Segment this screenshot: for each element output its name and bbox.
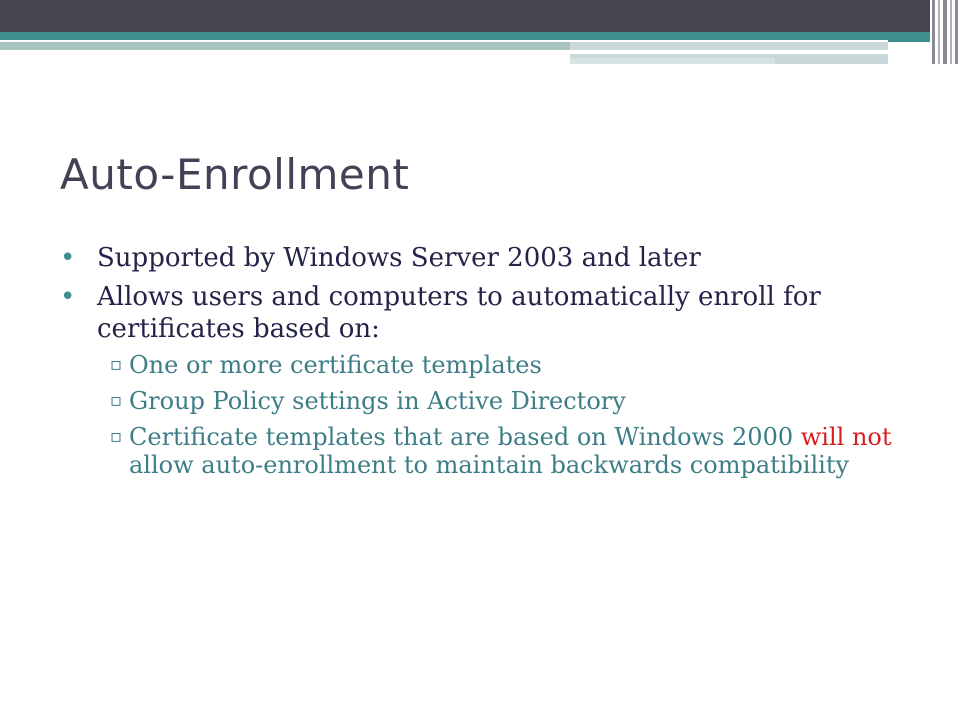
sub-bullet-item	[97, 351, 900, 379]
sub-bullet-item	[97, 387, 900, 415]
sub-bullet-text-after: allow auto-enrollment to maintain backwards compatibility	[129, 451, 850, 479]
bullet-text: Supported by Windows Server 2003 and later	[97, 243, 701, 273]
header-band-light	[0, 42, 570, 50]
header-band-pale-divider	[570, 50, 888, 54]
bullet-text: Allows users and computers to automatically enroll for certificates based on:	[97, 282, 821, 344]
sub-bullet-item	[97, 423, 900, 479]
bullet-item	[60, 242, 900, 274]
sub-bullet-text-before: Certificate templates that are based on Windows 2000	[129, 423, 801, 451]
header-vertical-stripes	[930, 0, 960, 64]
header-band-dark	[0, 0, 930, 32]
slide-body	[60, 242, 900, 487]
sub-bullet-text: One or more certificate templates	[129, 351, 542, 379]
bullet-list	[60, 242, 900, 479]
highlight-text: will not	[800, 423, 892, 451]
slide-title: Auto-Enrollment	[60, 150, 410, 199]
sub-bullet-list	[97, 351, 900, 479]
header-band-pale-lower	[570, 58, 775, 64]
bullet-item	[60, 281, 900, 479]
sub-bullet-text: Group Policy settings in Active Directory	[129, 387, 626, 415]
